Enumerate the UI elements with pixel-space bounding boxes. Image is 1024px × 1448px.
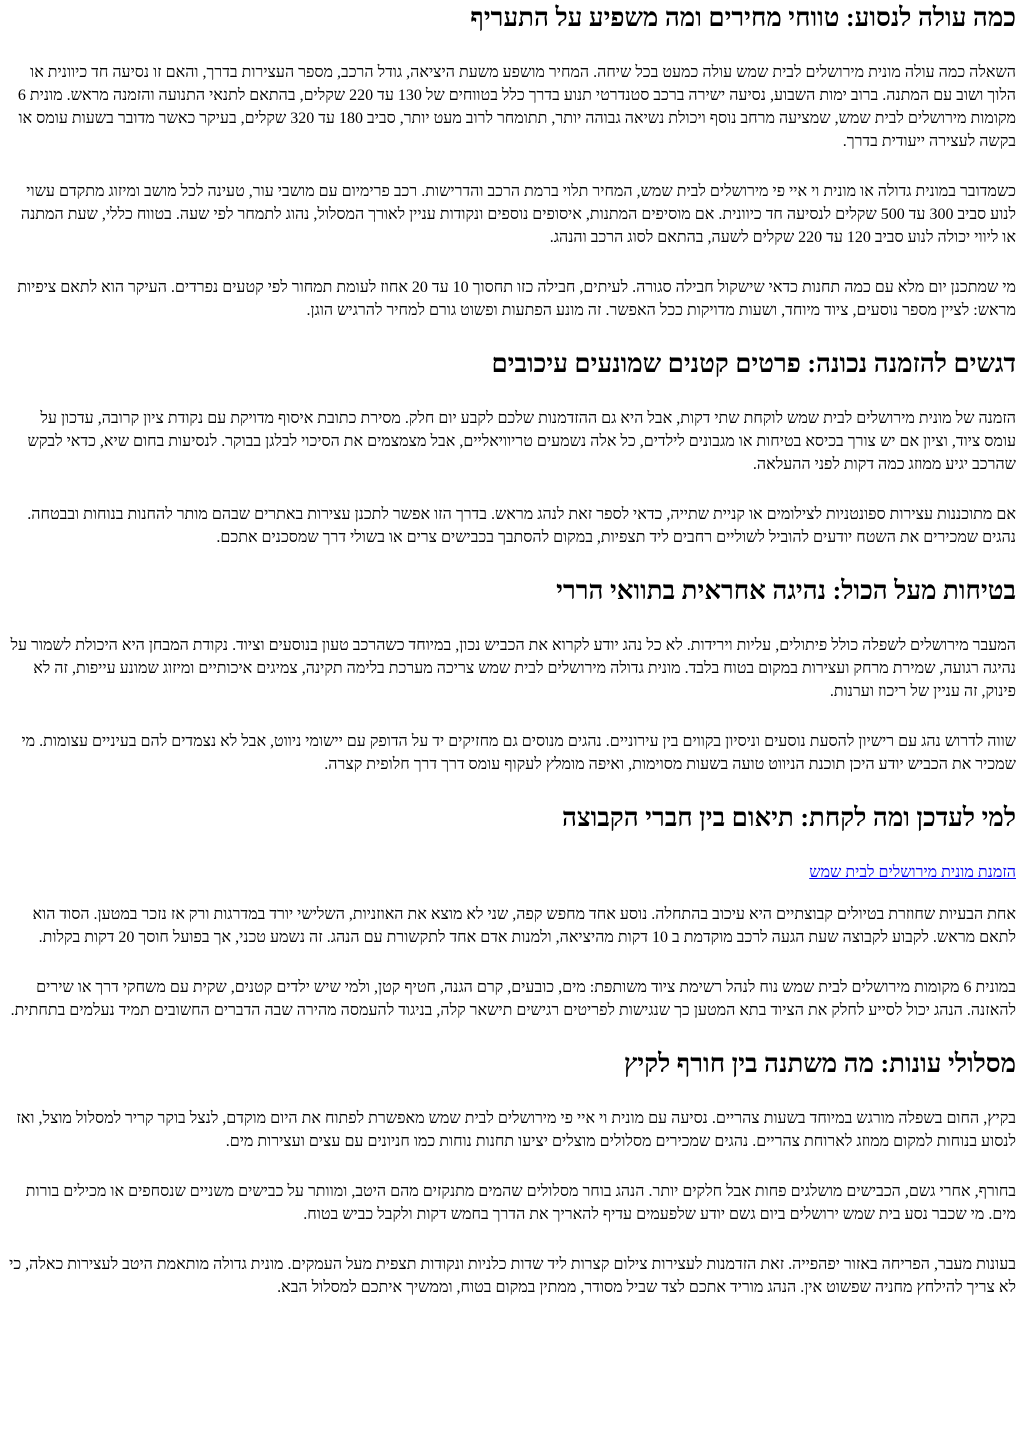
paragraph: אם מתוכננות עצירות ספונטניות לצילומים או קניית שתייה, כדאי לספר זאת לנהג מראש. בדרך הזו אפשר לתכנן עצירות באתרים שבהם מותר להחנות בנוחות ובבטחה. נהגים שמכירים את השטח יודעים להוביל לשוליים רחבים ליד תצפיות, במקום להסתבך בכבישים צרים או בשולי דרך שמסכנים אתכם. xyxy=(27,506,1016,546)
section-group-coordination xyxy=(8,803,1016,1022)
section-heading: מסלולי עונות: מה משתנה בין חורף לקיץ xyxy=(623,1049,1016,1078)
paragraph: אחת הבעיות שחוזרת בטיולים קבוצתיים היא עיכוב בהתחלה. נוסע אחד מחפש קפה, שני לא מוצא את האוזניות, השלישי יורד במדרגות ורק אז נזכר במטען. הסוד הוא לתאם מראש. לקבוע לקבוצה שעת הגעה לרכב מוקדמת ב 10 דקות מהיציאה, ולמנות אדם אחד לתקשורת עם הנהג. זה נשמע טכני, אך בפועל חוסך 20 דקות בקלות. xyxy=(32,906,1016,946)
paragraph: מי שמתכנן יום מלא עם כמה תחנות כדאי שישקול חבילה סגורה. לעיתים, חבילה כזו תחסוך 10 עד 20 אחוז לעומת תמחור לפי קטעים נפרדים. העיקר הוא לתאם ציפיות מראש: לציין מספר נוסעים, ציוד מיוחד, ושעות מדויקות ככל האפשר. זה מונע הפתעות ופשוט גורם למחיר להרגיש הוגן. xyxy=(17,279,1016,319)
section-heading: דגשים להזמנה נכונה: פרטים קטנים שמונעים עיכובים xyxy=(491,349,1016,378)
paragraph: שווה לדרוש נהג עם רישיון להסעת נוסעים וניסיון בקווים בין עירוניים. נהגים מנוסים גם מחזיקים יד על הדופק עם יישומי ניווט, אבל לא נצמדים להם בעיניים עצומות. מי שמכיר את הכביש יודע היכן תוכנת הניווט טועה בשעות מסוימות, ואיפה מומלץ לעקוף עומס דרך דרך חלופית קצרה. xyxy=(21,733,1016,773)
section-pricing xyxy=(8,3,1016,322)
link-paragraph xyxy=(8,861,1016,884)
paragraph: הזמנה של מונית מירושלים לבית שמש לוקחת שתי דקות, אבל היא גם ההזדמנות שלכם לקבע יום חלק. מסירת כתובת איסוף מדויקת עם נקודת ציון קרובה, עדכון על עומס ציוד, וציון אם יש צורך בכיסא בטיחות או מגבונים לילדים, כל אלה נשמעים טריוויאליים, אבל מצמצמים את הסיכוי לבלגן בבוקר. לנסיעות בחום שיא, כדאי לבקש שהרכב יגיע ממוזג כמה דקות לפני ההעלאה. xyxy=(27,410,1016,473)
paragraph: השאלה כמה עולה מונית מירושלים לבית שמש עולה כמעט בכל שיחה. המחיר מושפע משעת היציאה, גודל הרכב, מספר העצירות בדרך, והאם זו נסיעה חד כיוונית או הלוך ושוב עם המתנה. ברוב ימות השבוע, נסיעה ישירה ברכב סטנדרטי תנוע בדרך כלל בטווחים של 130 עד 220 שקלים, בהתאם לתנאי התנועה והזמנה מראש. מונית 6 מקומות מירושלים לבית שמש, שמציעה מרחב נוסף ויכולת נשיאה גבוהה יותר, תתומחר לרוב מעט יותר, סביב 180 עד 320 שקלים, בעיקר כאשר מדובר בשעות עומס או בקשה לעצירה ייעודית בדרך. xyxy=(17,64,1016,150)
section-heading: למי לעדכן ומה לקחת: תיאום בין חברי הקבוצה xyxy=(562,803,1016,832)
paragraph: בקיץ, החום בשפלה מורגש במיוחד בשעות צהריים. נסיעה עם מונית וי איי פי מירושלים לבית שמש מאפשרת לפתוח את היום מוקדם, לנצל בוקר קריר למסלול מוצל, ואז לנסוע בנוחות למקום ממוזג לארוחת צהריים. נהגים שמכירים מסלולים מוצלים יציעו תחנות נוחות כמו חניונים עם עצים ועצירות מים. xyxy=(16,1110,1016,1150)
booking-link[interactable]: הזמנת מונית מירושלים לבית שמש xyxy=(809,864,1016,881)
section-safety xyxy=(8,576,1016,776)
section-booking-tips xyxy=(8,349,1016,549)
section-heading: בטיחות מעל הכול: נהיגה אחראית בתוואי הררי xyxy=(556,576,1016,605)
paragraph: במונית 6 מקומות מירושלים לבית שמש נוח לנהל רשימת ציוד משותפת: מים, כובעים, קרם הגנה, חטיף קטן, ולמי שיש ילדים קטנים, שקית עם משחקי דרך או שירים להאזנה. הנהג יכול לסייע לחלק את הציוד בתא המטען כך שנגישות לפריטים רגישים תישאר קלה, בניגוד להעמסה מהירה שבה הדברים החשובים תמיד נעלמים בתחתית. xyxy=(10,979,1016,1019)
paragraph: בחורף, אחרי גשם, הכבישים מושלגים פחות אבל חלקים יותר. הנהג בוחר מסלולים שהמים מתנקזים מהם היטב, ומוותר על כבישים משניים שנסחפים או מכילים בורות מים. מי שכבר נסע בית שמש ירושלים ביום גשם יודע שלפעמים עדיף להאריך את הדרך בחמש דקות ולקבל כביש בטוח. xyxy=(25,1183,1016,1223)
paragraph: בעונות מעבר, הפריחה באזור יפהפייה. זאת הזדמנות לעצירות צילום קצרות ליד שדות כלניות ונקודות תצפית מעל העמקים. מונית גדולה מותאמת היטב לעצירות כאלה, כי לא צריך להילחץ מחניה שפשוט אין. הנהג מוריד אתכם לצד שביל מסודר, ממתין במקום בטוח, וממשיך איתכם למסלול הבא. xyxy=(9,1256,1016,1296)
section-seasonal-routes xyxy=(8,1049,1016,1299)
paragraph: כשמדובר במונית גדולה או מונית וי איי פי מירושלים לבית שמש, המחיר תלוי ברמת הרכב והדרישות. רכב פרימיום עם מושבי עור, טעינה לכל מושב ומיזוג מתקדם עשוי לנוע סביב 300 עד 500 שקלים לנסיעה חד כיוונית. אם מוסיפים המתנות, איסופים נוספים ונקודות עניין לאורך המסלול, נהוג לתמחר לפי שעה. בטווח כללי, שעת המתנה או ליווי יכולה לנוע סביב 120 עד 220 שקלים לשעה, בהתאם לסוג הרכב והנהג. xyxy=(20,183,1016,246)
paragraph: המעבר מירושלים לשפלה כולל פיתולים, עליות וירידות. לא כל נהג יודע לקרוא את הכביש נכון, במיוחד כשהרכב טעון בנוסעים וציוד. נקודת המבחן היא היכולת לשמור על נהיגה רגועה, שמירת מרחק ועצירות במקום בטוח בלבד. מונית גדולה מירושלים לבית שמש צריכה מערכת בלימה תקינה, צמיגים איכותיים ומיזוג שמונע עייפות, זה לא פינוק, זה עניין של ריכוז וערנות. xyxy=(10,637,1016,700)
section-heading: כמה עולה לנסוע: טווחי מחירים ומה משפיע על התעריף xyxy=(470,3,1016,32)
